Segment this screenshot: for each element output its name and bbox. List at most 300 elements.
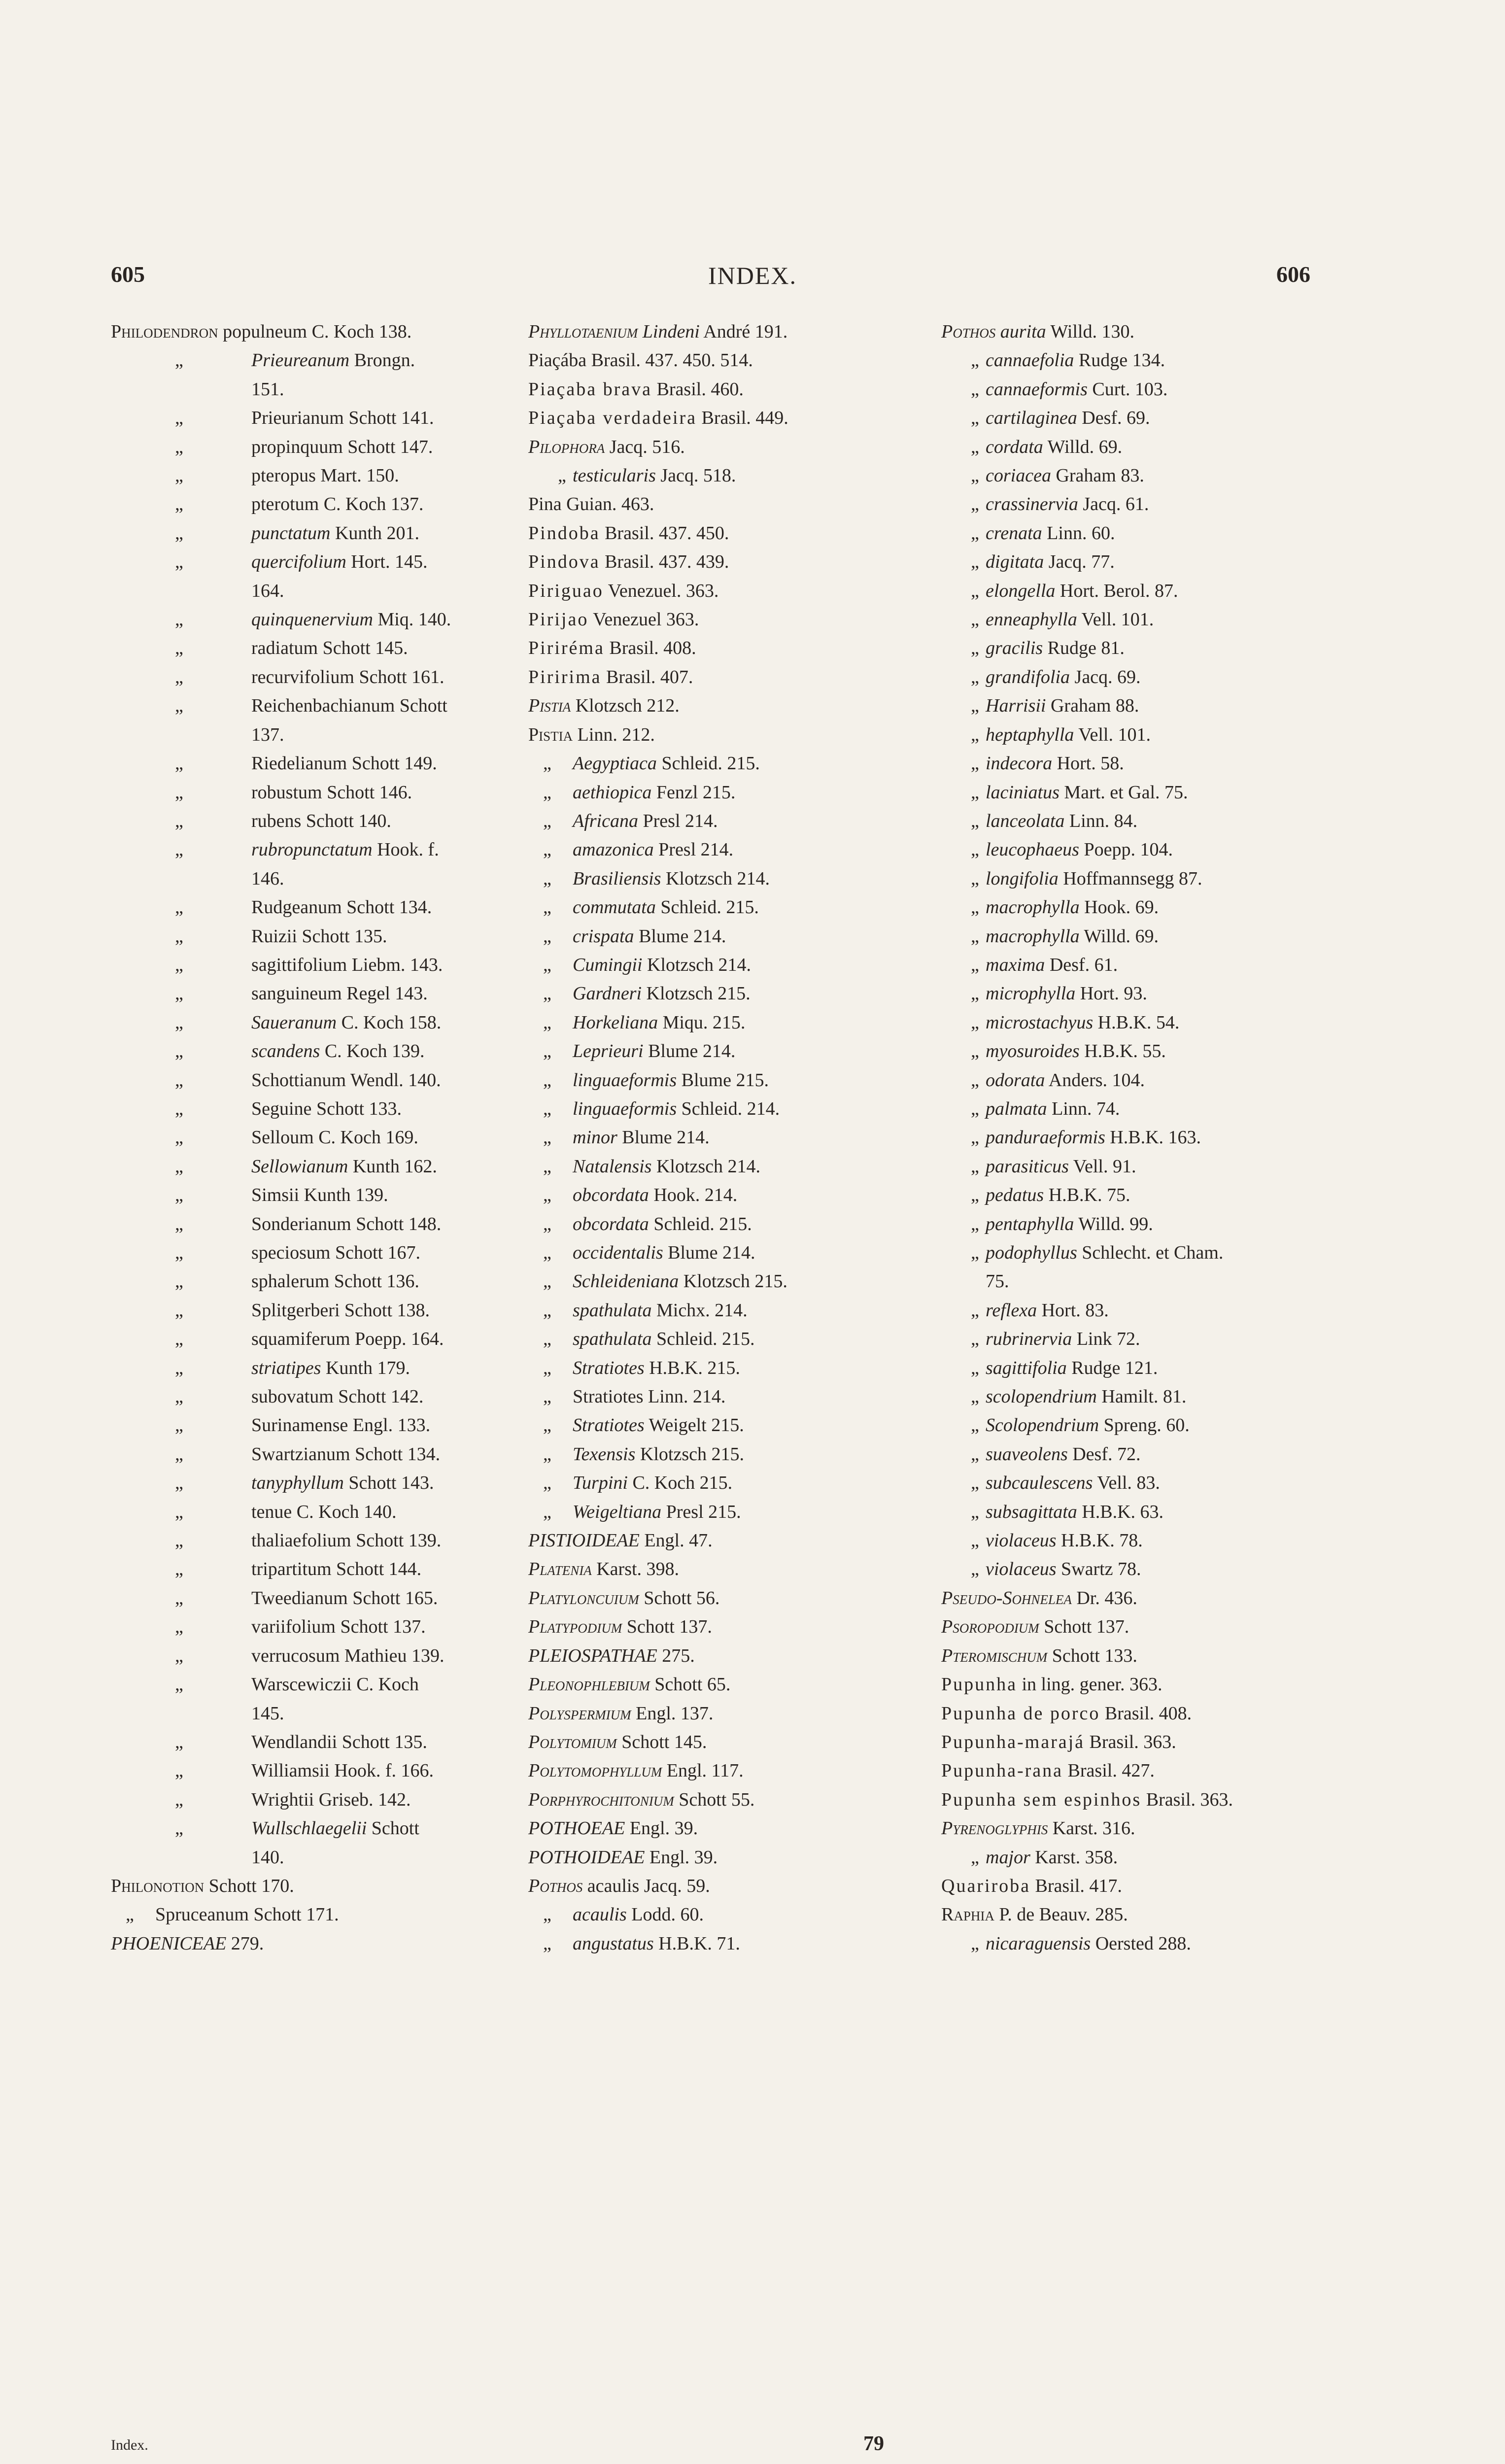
index-entry (941, 1152, 1326, 1181)
authority: Michx. 214. (656, 1300, 748, 1321)
ditto-mark: „ (543, 1357, 551, 1378)
authority: Blume 214. (639, 925, 726, 947)
genus-name: Pistia (528, 695, 571, 717)
authority: C. Koch 138. (311, 321, 412, 342)
index-entry (941, 893, 1326, 922)
species-name: Selloum (251, 1127, 314, 1148)
index-entry (941, 1555, 1326, 1583)
index-entry (528, 1756, 913, 1785)
ditto-mark: „ (175, 1587, 183, 1608)
authority: Brasil. 417. (1035, 1875, 1122, 1896)
index-entry (941, 720, 1326, 749)
ditto-mark: „ (971, 954, 979, 975)
ditto-mark: „ (175, 1127, 183, 1148)
species-name: acaulis (573, 1904, 627, 1925)
index-entry (528, 1526, 913, 1555)
species-name: aethiopica (573, 782, 652, 803)
ditto-mark: „ (543, 1443, 551, 1465)
index-entry (941, 778, 1326, 807)
species-name: scandens (251, 1041, 320, 1062)
species-name: thaliaefolium (251, 1530, 351, 1551)
species-name: occidentalis (573, 1242, 663, 1263)
index-entry (528, 778, 913, 807)
index-entry (941, 375, 1326, 404)
index-entry (111, 1612, 520, 1641)
index-entry (111, 1469, 520, 1497)
authority: H.B.K. 75. (1048, 1185, 1130, 1206)
ditto-mark: „ (543, 1242, 551, 1263)
family-name: PISTIOIDEAE (528, 1530, 640, 1551)
species-name: Africana (573, 810, 638, 831)
species-name: laciniatus (986, 782, 1060, 803)
authority: Klotzsch 214. (647, 954, 752, 975)
species-name: populneum (223, 321, 308, 342)
ditto-mark: „ (175, 1472, 183, 1494)
species-name: cartilaginea (986, 408, 1077, 429)
common-name: Pupunha de porco (941, 1703, 1100, 1724)
ditto-mark: „ (971, 839, 979, 860)
ditto-mark: „ (543, 1156, 551, 1177)
authority: Klotzsch 215. (683, 1271, 787, 1292)
authority: Graham 88. (1050, 695, 1139, 717)
species-name: Rudgeanum (251, 897, 342, 918)
index-entry (111, 519, 520, 548)
authority: Brasil. 407. (606, 666, 693, 687)
species-name: Stratiotes (573, 1386, 644, 1407)
index-entry (111, 577, 520, 605)
ditto-mark: „ (175, 1300, 183, 1321)
authority: Klotzsch 212. (575, 695, 680, 717)
authority: Schleid. 215. (656, 1329, 755, 1350)
species-name: Saueranum (251, 1012, 337, 1033)
species-name: enneaphylla (986, 609, 1077, 630)
species-name: rubens (251, 810, 302, 831)
ditto-mark: „ (175, 1415, 183, 1436)
common-name: Quariroba (941, 1875, 1031, 1896)
authority: Klotzsch 214. (656, 1156, 761, 1177)
authority: Engl. 47. (644, 1530, 713, 1551)
species-name: aurita (1000, 321, 1046, 342)
index-entry (941, 1411, 1326, 1439)
genus-name: Polytomophyllum (528, 1760, 662, 1781)
species-name: amazonica (573, 839, 654, 860)
ditto-mark: „ (175, 1069, 183, 1091)
species-name: Wullschlaegelii (251, 1818, 367, 1839)
species-name: Stratiotes (573, 1415, 645, 1436)
index-entry (528, 951, 913, 979)
species-name: Swartzianum (251, 1443, 350, 1465)
ditto-mark: „ (971, 925, 979, 947)
index-entry (111, 807, 520, 835)
index-entry (111, 663, 520, 691)
index-entry (941, 490, 1326, 518)
authority: Schott 145. (621, 1731, 707, 1752)
authority: C. Koch 169. (318, 1127, 418, 1148)
index-entry (941, 1181, 1326, 1209)
species-name: Simsii (251, 1185, 300, 1206)
index-entry (528, 1728, 913, 1756)
ditto-mark: „ (971, 1415, 979, 1436)
index-entry (111, 1382, 520, 1411)
ditto-mark: „ (175, 1616, 183, 1638)
ditto-mark: „ (971, 1501, 979, 1522)
index-entry (111, 346, 520, 375)
ditto-mark: „ (175, 810, 183, 831)
ditto-mark: „ (175, 609, 183, 630)
ditto-mark: „ (175, 695, 183, 717)
authority: Schott 134. (355, 1443, 441, 1465)
authority: Linn. 214. (648, 1386, 726, 1407)
authority: Curt. 103. (1092, 378, 1168, 400)
species-name: pedatus (986, 1185, 1044, 1206)
ditto-mark: „ (543, 1098, 551, 1119)
index-entry (111, 548, 520, 576)
species-name: verrucosum (251, 1645, 340, 1666)
species-name: Schleideniana (573, 1271, 679, 1292)
authority: Schleid. 215. (660, 897, 759, 918)
genus-name: Pleonophlebium (528, 1674, 650, 1695)
index-entry (941, 1728, 1326, 1756)
species-name: minor (573, 1127, 617, 1148)
index-entry (528, 835, 913, 864)
species-name: obcordata (573, 1185, 649, 1206)
ditto-mark: „ (175, 408, 183, 429)
authority: Hook. f. (377, 839, 439, 860)
authority: Schott 142. (338, 1386, 424, 1407)
index-entry (111, 1526, 520, 1555)
genus-name: Pothos (528, 1875, 583, 1896)
index-entry (111, 1699, 520, 1728)
index-entry (528, 749, 913, 778)
ditto-mark: „ (543, 1069, 551, 1091)
species-name: variifolium (251, 1616, 336, 1638)
index-entry (111, 1238, 520, 1267)
authority: Hook. 69. (1084, 897, 1159, 918)
ditto-mark: „ (175, 782, 183, 803)
index-entry (941, 1354, 1326, 1382)
authority: H.B.K. 63. (1082, 1501, 1164, 1522)
authority: Hort. Berol. 87. (1060, 580, 1178, 601)
ditto-mark: „ (971, 1559, 979, 1580)
index-entry (941, 1584, 1326, 1612)
authority: H.B.K. 71. (658, 1933, 740, 1954)
index-entry (528, 807, 913, 835)
authority: Willd. 130. (1050, 321, 1134, 342)
authority: Miqu. 215. (662, 1012, 746, 1033)
common-name: Piaçába (528, 350, 587, 371)
index-entry (111, 1785, 520, 1814)
index-entry (528, 979, 913, 1008)
ditto-mark: „ (175, 1501, 183, 1522)
ditto-mark: „ (971, 753, 979, 774)
ditto-mark: „ (543, 1472, 551, 1494)
ditto-mark: „ (175, 925, 183, 947)
index-entry (528, 461, 913, 490)
authority: C. Koch 140. (296, 1501, 397, 1522)
authority: Brasil. 437. 450. 514. (591, 350, 753, 371)
index-entry (111, 1066, 520, 1095)
authority: Schott 145. (322, 638, 408, 659)
species-name: subovatum (251, 1386, 334, 1407)
index-entry (111, 720, 520, 749)
ditto-mark: „ (971, 1069, 979, 1091)
species-name: cannaeformis (986, 378, 1088, 400)
index-entry (941, 979, 1326, 1008)
genus-name: Platenia (528, 1559, 592, 1580)
species-name: panduraeformis (986, 1127, 1105, 1148)
ditto-mark: „ (543, 1386, 551, 1407)
species-name: heptaphylla (986, 724, 1074, 745)
species-name: squamiferum (251, 1329, 350, 1350)
species-name: Splitgerberi (251, 1300, 340, 1321)
ditto-mark: „ (175, 1559, 183, 1580)
index-entry (111, 1843, 520, 1872)
authority-continued: 146. (251, 868, 284, 889)
species-name: Surinamense (251, 1415, 348, 1436)
species-name: quinquenervium (251, 609, 373, 630)
authority: C. Koch 158. (341, 1012, 442, 1033)
ditto-mark: „ (175, 1789, 183, 1810)
authority: Presl 214. (658, 839, 734, 860)
index-entry (941, 1699, 1326, 1728)
index-entry (941, 807, 1326, 835)
authority: Desf. 61. (1049, 954, 1118, 975)
index-entry (111, 1642, 520, 1670)
authority: Mathieu 139. (344, 1645, 445, 1666)
genus-name: Pothos (941, 321, 996, 342)
authority: Brasil. 460. (656, 378, 744, 400)
index-entry (528, 1900, 913, 1929)
authority: Brasil. 427. (1067, 1760, 1155, 1781)
authority: Schott 149. (351, 753, 437, 774)
species-name: subsagittata (986, 1501, 1077, 1522)
authority: C. Koch (356, 1674, 419, 1695)
index-entry (528, 1152, 913, 1181)
index-entry (111, 1210, 520, 1238)
species-name: Harrisii (986, 695, 1046, 717)
authority: Karst. 398. (596, 1559, 680, 1580)
authority: Linn. 212. (577, 724, 655, 745)
ditto-mark: „ (971, 1041, 979, 1062)
index-entry (941, 1325, 1326, 1353)
index-entry (528, 1584, 913, 1612)
species-name: suaveolens (986, 1443, 1068, 1465)
index-entry (941, 922, 1326, 951)
index-entry (528, 346, 913, 375)
authority: André 191. (703, 321, 788, 342)
index-entry (111, 1872, 520, 1900)
authority: Weigelt 215. (649, 1415, 744, 1436)
common-name: Pina (528, 494, 562, 515)
species-name: Texensis (573, 1443, 636, 1465)
index-entry (528, 1238, 913, 1267)
index-entry (528, 893, 913, 922)
common-name: Pupunha sem espinhos (941, 1789, 1142, 1810)
ditto-mark: „ (543, 753, 551, 774)
index-entry (528, 1066, 913, 1095)
authority: in ling. gener. 363. (1022, 1674, 1163, 1695)
genus-name: Philonotion (111, 1875, 205, 1896)
index-entry (111, 1584, 520, 1612)
ditto-mark: „ (175, 1012, 183, 1033)
authority: H.B.K. 215. (649, 1357, 740, 1378)
index-entry (941, 835, 1326, 864)
authority: Schott 140. (306, 810, 391, 831)
authority: Hort. 58. (1057, 753, 1124, 774)
genus-name: Psoropodium (941, 1616, 1039, 1638)
species-name: scolopendrium (986, 1386, 1097, 1407)
authority: Vell. 101. (1081, 609, 1154, 630)
authority: Schott 137. (340, 1616, 426, 1638)
index-entry (528, 1843, 913, 1872)
authority: Fenzl 215. (656, 782, 736, 803)
species-name: Warscewiczii (251, 1674, 352, 1695)
authority: Jacq. 77. (1048, 551, 1115, 573)
species-name: gracilis (986, 638, 1043, 659)
ditto-mark: „ (971, 378, 979, 400)
ditto-mark: „ (971, 695, 979, 717)
family-name: PLEIOSPATHAE (528, 1645, 657, 1666)
index-entry (941, 1929, 1326, 1958)
index-entry (941, 1785, 1326, 1814)
species-name: Stratiotes (573, 1357, 645, 1378)
authority: Anders. 104. (1048, 1069, 1145, 1091)
species-name: Tweedianum (251, 1587, 348, 1608)
ditto-mark: „ (175, 350, 183, 371)
authority: H.B.K. 55. (1084, 1041, 1166, 1062)
species-name: angustatus (573, 1933, 654, 1954)
index-entry (528, 317, 913, 346)
family-name: PHOENICEAE (111, 1933, 227, 1954)
index-entry (528, 922, 913, 951)
species-name: lanceolata (986, 810, 1065, 831)
species-name: tanyphyllum (251, 1472, 344, 1494)
index-entry (528, 1296, 913, 1325)
authority: Brasil. 408. (1104, 1703, 1192, 1724)
authority: Rudge 121. (1071, 1357, 1158, 1378)
species-name: macrophylla (986, 897, 1080, 918)
authority: Schott 147. (347, 436, 433, 457)
index-entry (941, 749, 1326, 778)
authority: Poepp. 104. (1084, 839, 1173, 860)
common-name: Piririma (528, 666, 602, 687)
species-name: linguaeformis (573, 1098, 677, 1119)
common-name: Piriguao (528, 580, 604, 601)
authority: Guian. 463. (566, 494, 654, 515)
species-name: Seguine (251, 1098, 312, 1119)
index-entry (941, 1670, 1326, 1699)
authority: Schott 55. (679, 1789, 755, 1810)
authority: Schott 137. (1044, 1616, 1129, 1638)
index-column-3 (941, 317, 1326, 1958)
page-title: INDEX. (708, 262, 797, 289)
authority: Schott 167. (335, 1242, 421, 1263)
index-entry (941, 404, 1326, 432)
genus-name: Pistia (528, 724, 573, 745)
authority: Engl. 39. (649, 1847, 718, 1868)
index-entry (941, 1498, 1326, 1526)
ditto-mark: „ (971, 1185, 979, 1206)
species-name: commutata (573, 897, 656, 918)
species-name: Horkeliana (573, 1012, 658, 1033)
species-name: sagittifolium (251, 954, 347, 975)
ditto-mark: „ (971, 1357, 979, 1378)
index-entry (528, 1411, 913, 1439)
index-entry (941, 634, 1326, 662)
ditto-mark: „ (971, 724, 979, 745)
ditto-mark: „ (175, 1731, 183, 1752)
authority: Schott 143. (348, 1472, 434, 1494)
index-entry (941, 1037, 1326, 1065)
index-entry (941, 1843, 1326, 1872)
authority: Miq. 140. (377, 609, 451, 630)
index-entry (528, 1469, 913, 1497)
species-name: cannaefolia (986, 350, 1074, 371)
species-name: leucophaeus (986, 839, 1079, 860)
authority: 279. (231, 1933, 264, 1954)
index-column-1 (111, 317, 520, 1958)
authority: Schott 138. (344, 1300, 430, 1321)
authority: Liebm. 143. (351, 954, 443, 975)
authority: Engl. 133. (352, 1415, 431, 1436)
species-name: Wrightii (251, 1789, 314, 1810)
authority: Karst. 358. (1035, 1847, 1118, 1868)
ditto-mark: „ (175, 1760, 183, 1781)
ditto-mark: „ (971, 810, 979, 831)
species-name: sanguineum (251, 983, 342, 1004)
authority: Engl. 137. (636, 1703, 714, 1724)
authority: Rudge 134. (1078, 350, 1165, 371)
authority-continued: 75. (986, 1271, 1009, 1292)
ditto-mark: „ (543, 897, 551, 918)
ditto-mark: „ (175, 1530, 183, 1551)
index-entry (941, 1066, 1326, 1095)
index-entry (528, 1267, 913, 1296)
index-entry (111, 375, 520, 404)
ditto-mark: „ (971, 1530, 979, 1551)
species-name: quercifolium (251, 551, 346, 573)
ditto-mark: „ (175, 638, 183, 659)
ditto-mark: „ (175, 839, 183, 860)
common-name: Pupunha (941, 1674, 1017, 1695)
ditto-mark: „ (543, 839, 551, 860)
authority: Blume 214. (622, 1127, 710, 1148)
index-entry (941, 1095, 1326, 1123)
species-name: violaceus (986, 1530, 1057, 1551)
index-entry (111, 404, 520, 432)
authority: Willd. 69. (1047, 436, 1123, 457)
index-entry (941, 317, 1326, 346)
index-entry (528, 1498, 913, 1526)
index-entry (111, 433, 520, 461)
species-name: crassinervia (986, 494, 1078, 515)
page-header (0, 261, 1505, 291)
ditto-mark: „ (971, 580, 979, 601)
genus-name: Porphyrochitonium (528, 1789, 674, 1810)
index-entry (528, 1814, 913, 1843)
index-entry (941, 346, 1326, 375)
index-entry (111, 691, 520, 720)
index-entry (111, 1440, 520, 1469)
ditto-mark: „ (175, 436, 183, 457)
index-entry (528, 1699, 913, 1728)
authority: Schott 161. (359, 666, 445, 687)
index-entry (941, 548, 1326, 576)
species-name: Brasiliensis (573, 868, 661, 889)
authority: Schott 146. (327, 782, 412, 803)
genus-name: Pteromischum (941, 1645, 1048, 1666)
species-name: Williamsii (251, 1760, 330, 1781)
